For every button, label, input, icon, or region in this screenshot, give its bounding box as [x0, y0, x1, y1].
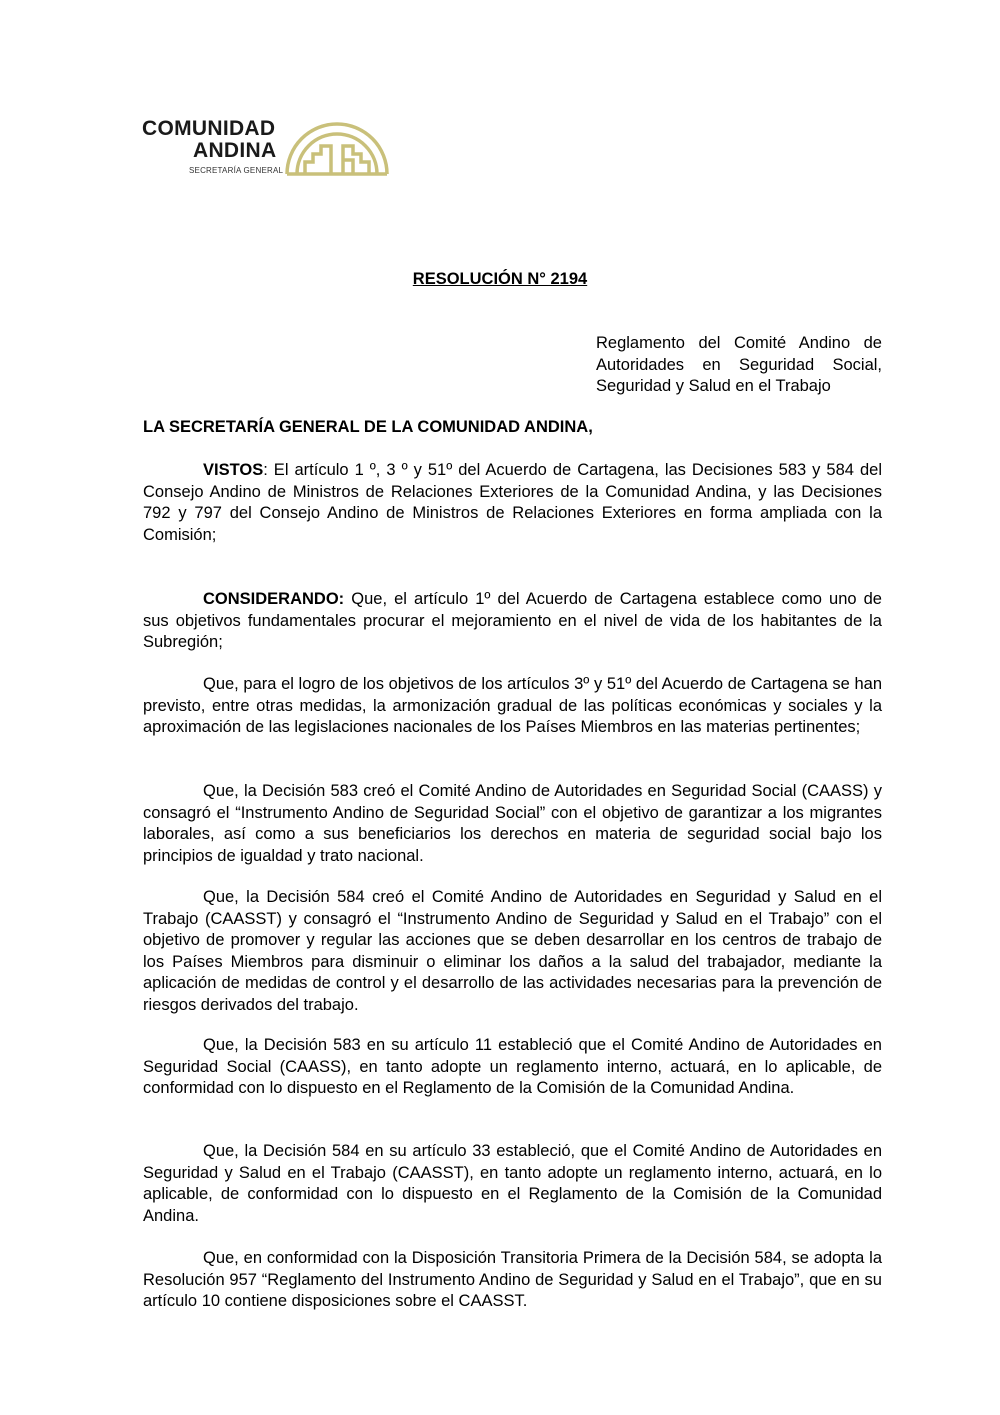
recital-paragraph-3: Que, la Decisión 584 creó el Comité Andino de Autoridades en Seguridad y Salud en el Trabajo (CAASST) y consagró el “Instrumento Andino de Seguridad y Salud en el Trabajo” con el objetivo de promover y regular las acciones que se deben desarrollar en los centros de trabajo de los Países Miembros para disminuir o eliminar los daños a la salud del trabajador, mediante la aplicación de medidas de control y el desarrollo de las actividades necesarias para la prevención de riesgos derivados del trabajo. [143, 888, 882, 1014]
considerando-text: Que, el artículo 1º del Acuerdo de Cartagena establece como uno de sus objetivos fundamentales procurar el mejoramiento en el nivel de vida de los habitantes de la Subregión; [143, 590, 882, 651]
logo-line-secretaria: SECRETARÍA GENERAL [189, 166, 284, 175]
considerando-label: CONSIDERANDO: [203, 590, 345, 608]
vistos-label: VISTOS [203, 461, 264, 479]
comunidad-andina-logo [142, 116, 392, 180]
recital-paragraph-5: Que, la Decisión 584 en su artículo 33 estableció, que el Comité Andino de Autoridades en Seguridad y Salud en el Trabajo (CAASST), en tanto adopte un reglamento interno, actuará, en lo aplicable, de conformidad con lo dispuesto en el Reglamento de la Comisión de la Comunidad Andina. [143, 1142, 882, 1225]
recital-paragraph-4: Que, la Decisión 583 en su artículo 11 estableció que el Comité Andino de Autoridades en Seguridad Social (CAASS), en tanto adopte un reglamento interno, actuará, en lo aplicable, de conformidad con lo dispuesto en el Reglamento de la Comisión de la Comunidad Andina. [143, 1036, 882, 1097]
resolution-summary: Reglamento del Comité Andino de Autoridades en Seguridad Social, Seguridad y Salud en el Trabajo [596, 334, 882, 395]
logo-line-comunidad: COMUNIDAD [142, 117, 276, 140]
issuer-heading: LA SECRETARÍA GENERAL DE LA COMUNIDAD ANDINA, [143, 418, 593, 436]
vistos-paragraph [143, 460, 882, 546]
recital-paragraph-6: Que, en conformidad con la Disposición Transitoria Primera de la Decisión 584, se adopta la Resolución 957 “Reglamento del Instrumento Andino de Seguridad y Salud en el Trabajo”, que en su artículo 10 contiene disposiciones sobre el CAASST. [143, 1249, 882, 1310]
andean-emblem-icon [283, 116, 391, 176]
recital-paragraph-1: Que, para el logro de los objetivos de los artículos 3º y 51º del Acuerdo de Cartagena se han previsto, entre otras medidas, la armonización gradual de las políticas económicas y sociales y la aproximación de las legislaciones nacionales de los Países Miembros en las materias pertinentes; [143, 675, 882, 736]
recital-paragraph-2: Que, la Decisión 583 creó el Comité Andino de Autoridades en Seguridad Social (CAASS) y consagró el “Instrumento Andino de Seguridad Social” con el objetivo de garantizar a los migrantes laborales, así como a sus beneficiarios los derechos en materia de seguridad social bajo los principios de igualdad y trato nacional. [143, 782, 882, 865]
logo-line-andina: ANDINA [193, 139, 277, 162]
considerando-paragraph [143, 589, 882, 654]
vistos-text: : El artículo 1 º, 3 º y 51º del Acuerdo de Cartagena, las Decisiones 583 y 584 del Consejo Andino de Ministros de Relaciones Exteriores de la Comunidad Andina, y las Decisiones 792 y 797 del Consejo Andino de Ministros de Relaciones Exteriores en forma ampliada con la Comisión; [143, 461, 882, 544]
resolution-title: RESOLUCIÓN N° 2194 [412, 270, 588, 288]
